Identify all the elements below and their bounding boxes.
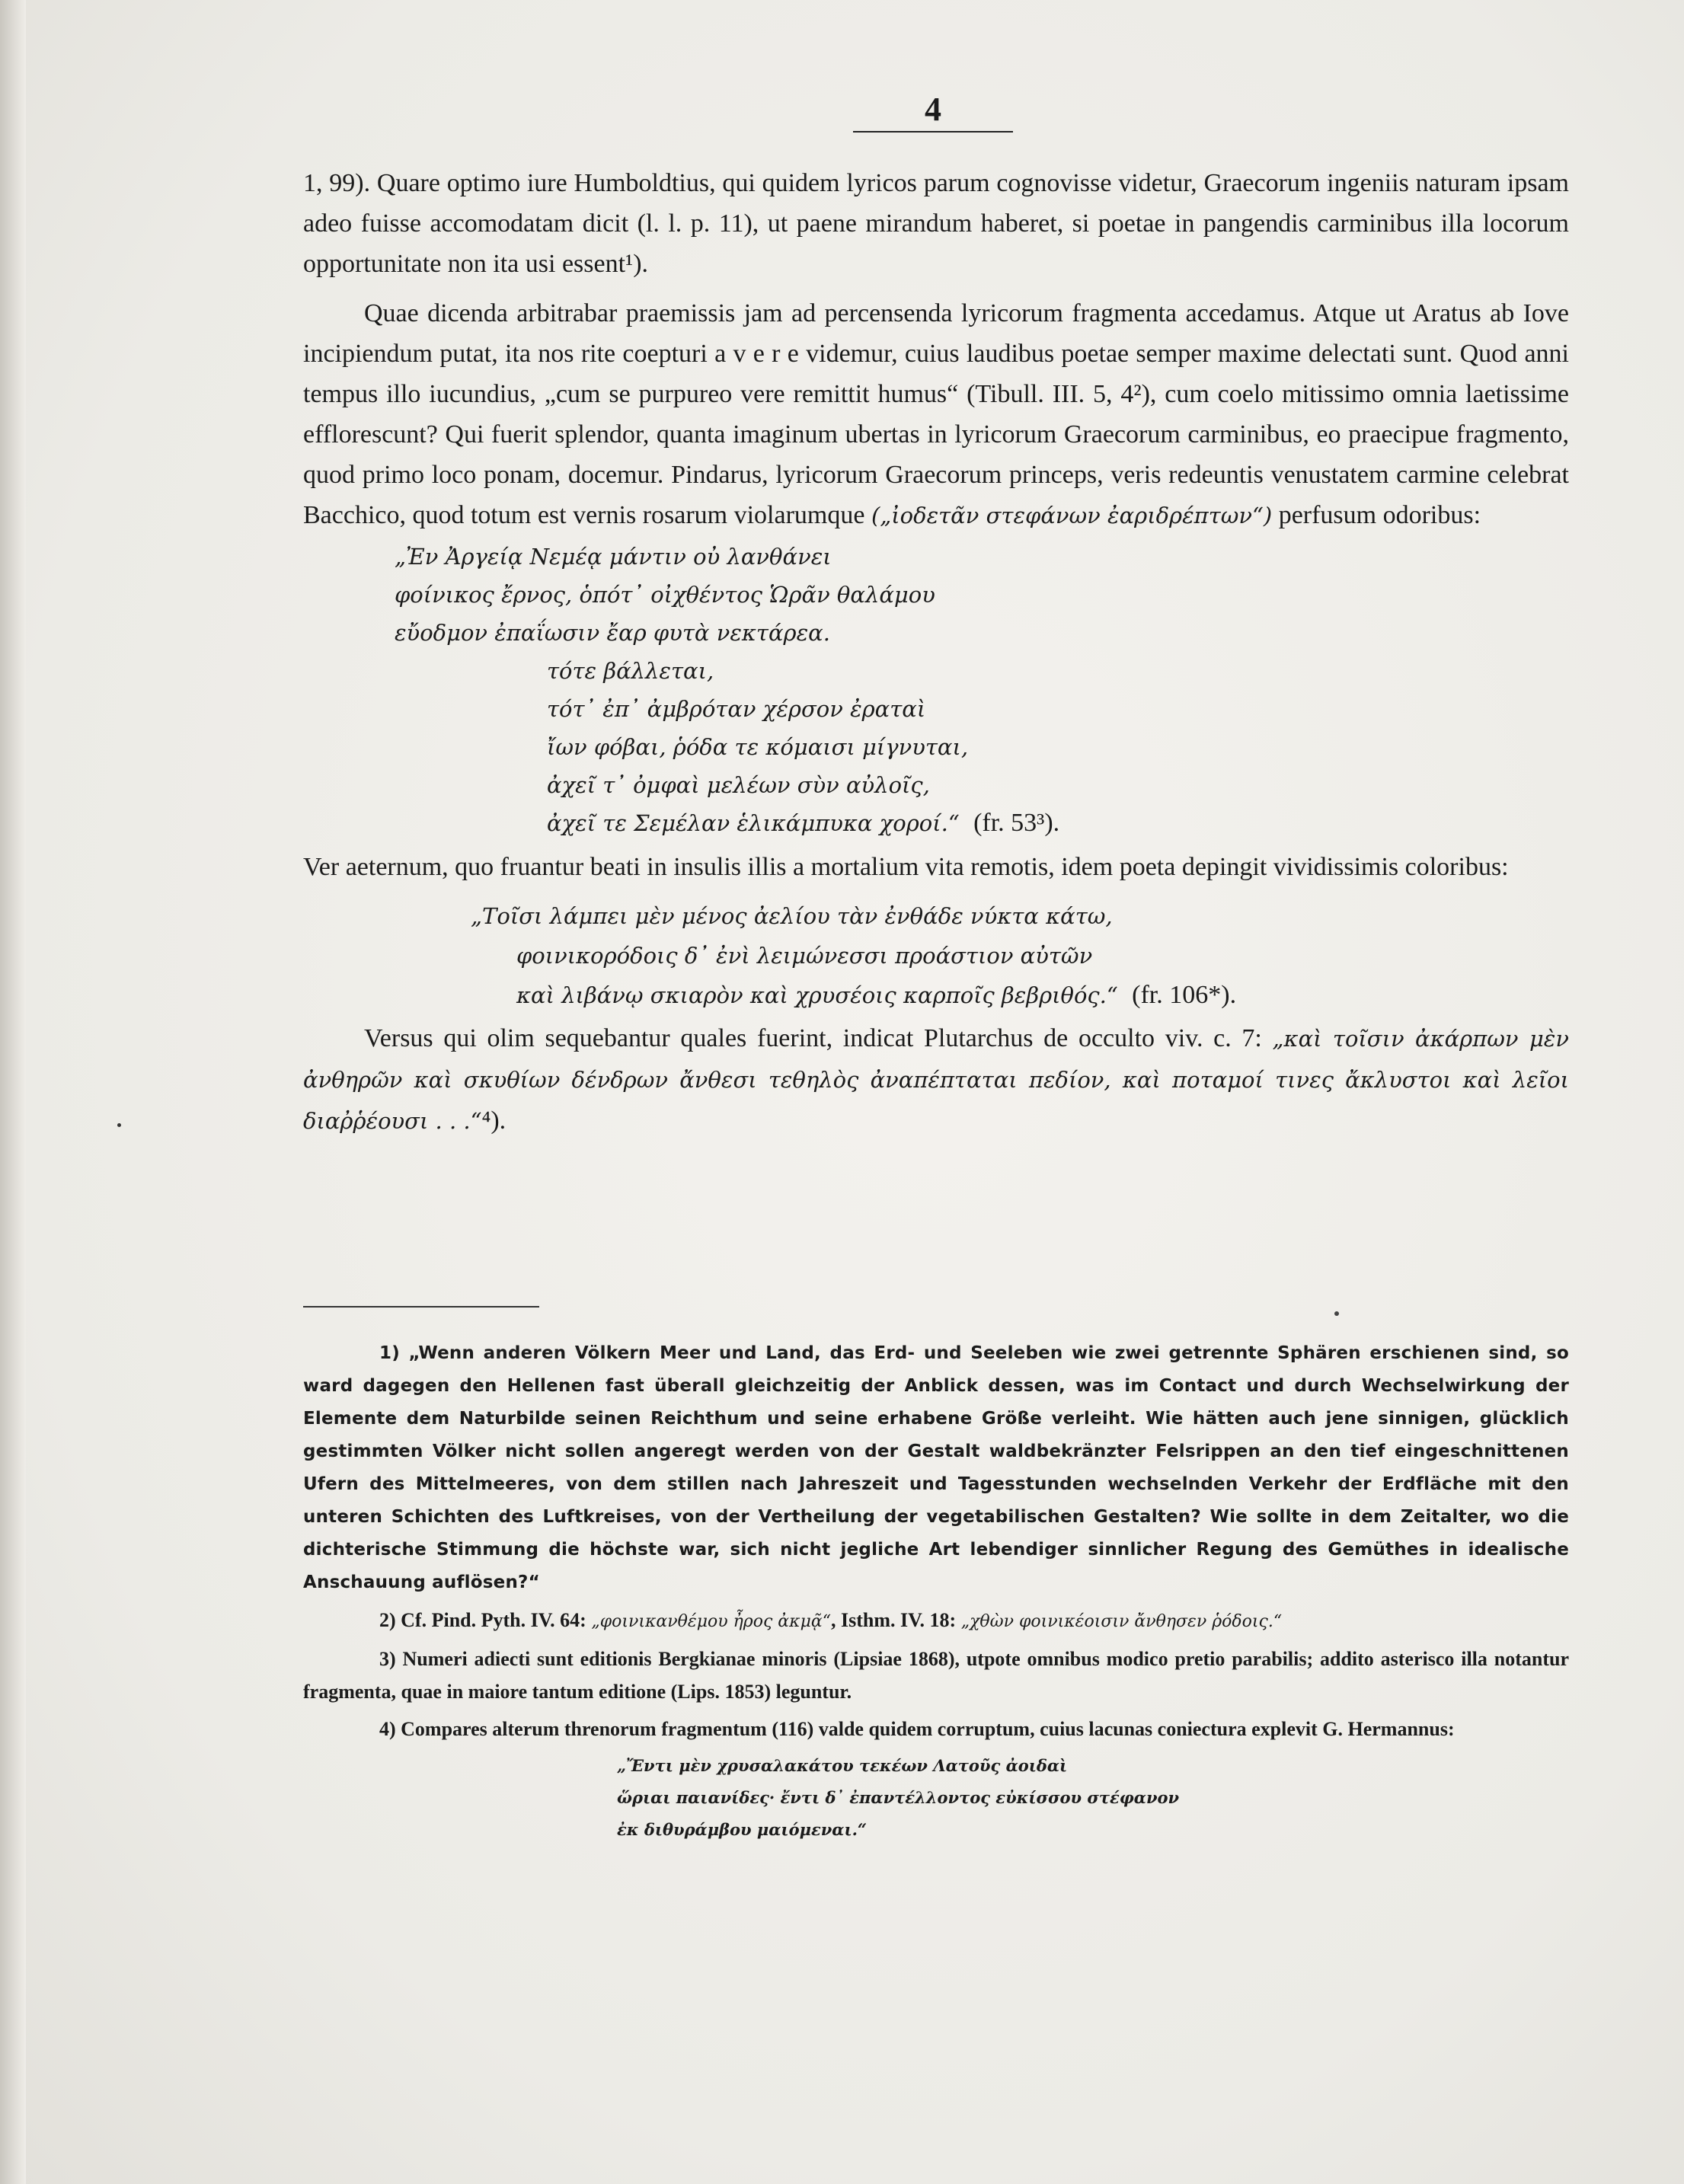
page-number: 4 [925,91,941,128]
paper-speck [1334,1311,1339,1316]
verse-line: τότ᾽ ἐπ᾽ ἀμβρόταν χέρσον ἐραταὶ [547,696,926,722]
paragraph-4-greek-quote: „καὶ τοῖσιν ἀκάρπων μὲν ἀνθηρῶν καὶ σκυθίων δένδρων ἄνθεσι τεθηλὸς ἀναπέπταται πεδίον, καὶ ποταμοί τινες ἄκλυστοι καὶ λεῖοι διαῤῥέουσι . . .“ [303,1026,1569,1134]
footnote-3: 3) Numeri adiecti sunt editionis Bergkianae minoris (Lipsiae 1868), utpote omnibus modico pretio parabilis; addito asterisco illa notantur fragmenta, quae in maiore tantum editione (Lips. 1853) leguntur. [303,1648,1569,1703]
footnote-2-greek-a: „φοινικανθέμου ἦρος ἀκμᾷ“ [591,1612,831,1631]
verse-line: „Ἐν Ἀργείᾳ Νεμέᾳ μάντιν οὐ λανθάνει [395,544,832,570]
paper-speck [117,1123,121,1127]
fragment-reference: (fr. 106*). [1132,981,1237,1009]
verse-line: τότε βάλλεται, [547,658,714,684]
paragraph-2-text: Quae dicenda arbitrabar praemissis jam ad percensenda lyricorum fragmenta accedamus. Atque ut Aratus ab Iove incipiendum putat, ita nos rite coepturi a v e r e videmur, cuius laudibus poetae semper maxime delectati sunt. Quod anni tempus illo iucundius, „cum se purpureo vere remittit humus“ (Tibull. III. 5, 4²), cum coelo mitissimo omnia laetissime efflorescunt? Qui fuerit splendor, quanta imaginum ubertas in lyricorum Graecorum carminibus, eo praecipue fragmento, quod primo loco ponam, docemur. Pindarus, lyricorum Graecorum princeps, veris redeuntis venustatem carmine celebrat Bacchico, quod totum est vernis rosarum violarumque [303,299,1569,529]
footnotes [303,1337,1569,1846]
verse-line: ὥριαι παιανίδες· ἔντι δ᾽ ἐπαντέλλοντος εὐκίσσου στέφανον [617,1788,1180,1807]
verse-line: καὶ λιβάνῳ σκιαρὸν καὶ χρυσέοις καρποῖς βεβριθός.“ [516,982,1118,1008]
verse-line: φοινικορόδοις δ᾽ ἐνὶ λειμώνεσσι προάστιον αὐτῶν [516,943,1093,969]
paragraph-2-end: perfusum odoribus: [1278,501,1481,529]
footnote-separator [303,1306,539,1308]
paragraph-2 [303,293,1569,536]
footnote-2-greek-b: „χθὼν φοινικέοισιν ἄνθησεν ῥόδοις.“ [960,1612,1283,1631]
verse-block-fr53 [303,538,1569,842]
verse-line: ἴων φόβαι, ῥόδα τε κόμαισι μίγνυται, [547,734,969,760]
fragment-reference: (fr. 53³). [973,809,1060,837]
paragraph-2-greek-quote: („ἰοδετᾶν στεφάνων ἐαριδρέπτων“) [871,503,1273,528]
paragraph-4-text: Versus qui olim sequebantur quales fuerint, indicat Plutarchus de occulto viv. c. 7: [364,1024,1262,1052]
paragraph-1: 1, 99). Quare optimo iure Humboldtius, qui quidem lyricos parum cognovisse videtur, Graecorum ingeniis naturam ipsam adeo fuisse accomodatam dicit (l. l. p. 11), ut paene mirandum haberet, si poetae in pangendis carminibus illa locorum opportunitate non ita usi essent¹). [303,169,1569,278]
verse-line: ἀχεῖ τ᾽ ὀμφαὶ μελέων σὺν αὐλοῖς, [547,772,930,798]
page-number-rule [853,131,1013,133]
book-spine-shadow [0,0,26,2184]
paragraph-4 [303,1018,1569,1141]
verse-line: „Ἔντι μὲν χρυσαλακάτου τεκέων Λατοῦς ἀοιδαὶ [617,1756,1068,1775]
footnote-1: 1) „Wenn anderen Völkern Meer und Land, das Erd- und Seeleben wie zwei getrennte Sphären erschienen sind, so ward dagegen den Hellenen fast überall gleichzeitig der Anblick dessen, was im Contact und durch Wechselwirkung der Elemente dem Naturbilde seinen Reichthum und seine erhabene Größe verleiht. Wie hätten auch jene sinnigen, glücklich gestimmten Völker nicht sollen angeregt werden von der Gestalt waldbekränzter Felsrippen an den tief eingeschnittenen Ufern des Mittelmeeres, von dem stillen nach Jahreszeit und Tagesstunden wechselnden Verkehr der Erdfläche mit den unteren Schichten des Luftkreises, von der Vertheilung der vegetabilischen Gestalten? Wie sollte in dem Zeitalter, wo die dichterische Stimmung die höchste war, sich nicht jegliche Art lebendiger sinnlicher Regung des Gemüthes in idealische Anschauung auflösen?“ [303,1343,1569,1592]
main-text [303,163,1569,1141]
verse-line: ἐκ διθυράμβου μαιόμεναι.“ [617,1820,868,1839]
footnote-2-text-b: , Isthm. IV. 18: [830,1609,957,1631]
paragraph-4-footnote-ref: ⁴). [481,1106,506,1135]
verse-line: φοίνικος ἔρνος, ὁπότ᾽ οἰχθέντος Ὡρᾶν θαλάμου [395,582,935,608]
verse-line: ἀχεῖ τε Σεμέλαν ἑλικάμπυκα χοροί.“ [547,810,960,836]
paragraph-3: Ver aeternum, quo fruantur beati in insulis illis a mortalium vita remotis, idem poeta depingit vividissimis coloribus: [303,853,1509,881]
footnote-2-text-a: 2) Cf. Pind. Pyth. IV. 64: [379,1609,586,1631]
footnote-4-verse [617,1750,1569,1846]
footnote-2 [303,1604,1569,1638]
footnote-4: 4) Compares alterum threnorum fragmentum (116) valde quidem corruptum, cuius lacunas coniectura explevit G. Hermannus: [379,1718,1455,1740]
verse-line: εὔοδμον ἐπαΐωσιν ἔαρ φυτὰ νεκτάρεα. [395,620,830,646]
verse-block-fr106 [303,896,1569,1015]
verse-line: „Τοῖσι λάμπει μὲν μένος ἀελίου τὰν ἐνθάδε νύκτα κάτω, [471,903,1113,929]
